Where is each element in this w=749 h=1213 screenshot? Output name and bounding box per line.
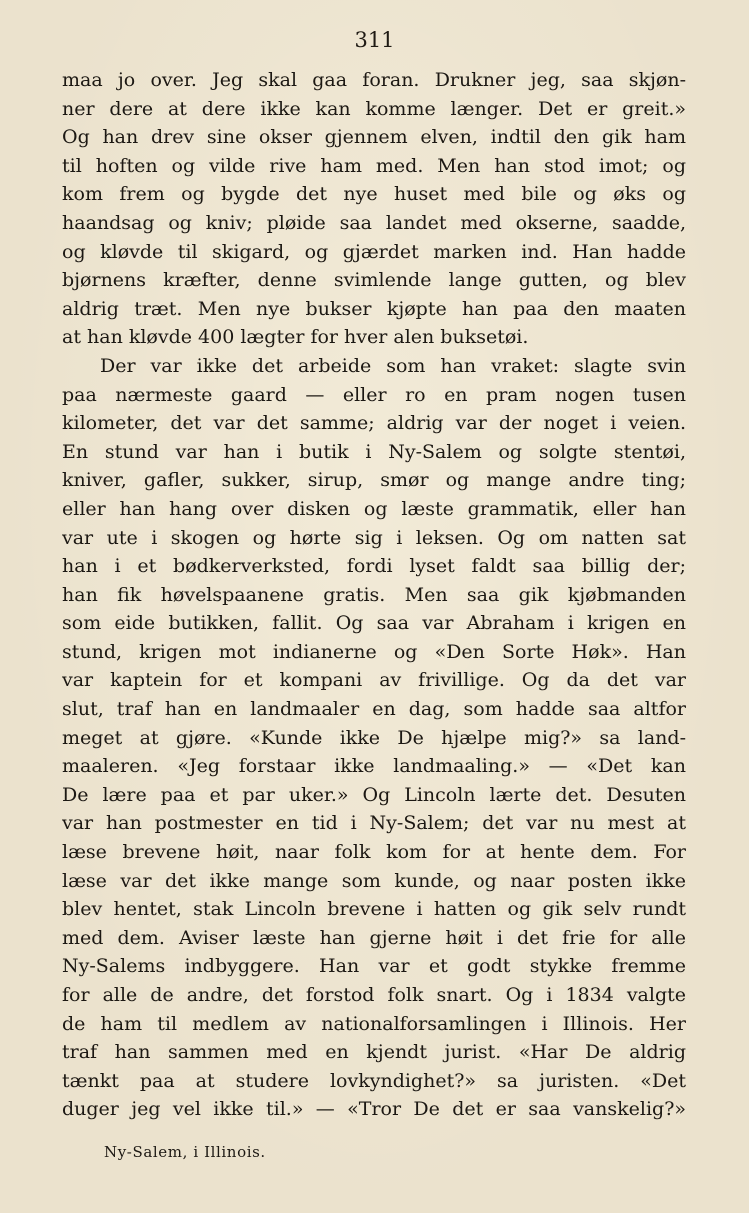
text-line: bjørnens kræfter, denne svimlende lange gutten, og blev (62, 269, 686, 292)
text-line: for alle de andre, det forstod folk snart. Og i 1834 valgte (62, 984, 686, 1006)
text-line: aldrig træt. Men nye bukser kjøpte han paa den maaten (62, 297, 686, 320)
text-line: slut, traf han en landmaaler en dag, som hadde saa altfor (62, 698, 686, 721)
text-line: til hoften og vilde rive ham med. Men han stod imot; og (62, 154, 686, 177)
body-text (62, 66, 686, 1124)
text-line: tænkt paa at studere lovkyndighet?» sa juristen. «Det (62, 1069, 686, 1092)
text-line: kilometer, det var det samme; aldrig var der noget i veien. (62, 412, 686, 435)
text-line: blev hentet, stak Lincoln brevene i hatten og gik selv rundt (62, 898, 686, 921)
text-line: han fik høvelspaanene gratis. Men saa gik kjøbmanden (62, 583, 686, 606)
text-line: kom frem og bygde det nye huset med bile og øks og (62, 183, 686, 206)
text-line: kniver, gafler, sukker, sirup, smør og mange andre ting; (62, 469, 686, 492)
text-line: Der var ikke det arbeide som han vraket: slagte svin (100, 354, 686, 377)
text-line: maaleren. «Jeg forstaar ikke landmaaling.» — «Det kan (62, 755, 686, 778)
text-line: med dem. Aviser læste han gjerne høit i det frie for alle (62, 926, 686, 949)
text-line: eller han hang over disken og læste grammatik, eller han (62, 497, 686, 520)
text-line: De lære paa et par uker.» Og Lincoln lærte det. Desuten (62, 783, 686, 806)
image-caption: Ny-Salem, i Illinois. (104, 1143, 266, 1161)
text-line: maa jo over. Jeg skal gaa foran. Drukner jeg, saa skjøn- (62, 69, 686, 91)
text-line: han i et bødkerverksted, fordi lyset faldt saa billig der; (62, 555, 686, 578)
text-line: at han kløvde 400 lægter for hver alen buksetøi. (62, 326, 529, 349)
text-line: Og han drev sine okser gjennem elven, indtil den gik ham (62, 126, 686, 149)
text-line: ner dere at dere ikke kan komme længer. Det er greit.» (62, 97, 686, 120)
text-line: læse brevene høit, naar folk kom for at hente dem. For (62, 841, 686, 864)
text-line: haandsag og kniv; pløide saa landet med okserne, saadde, (62, 211, 686, 234)
text-line: de ham til medlem av nationalforsamlingen i Illinois. Her (62, 1012, 686, 1035)
text-line: var han postmester en tid i Ny-Salem; det var nu mest at (62, 812, 686, 835)
text-line: stund, krigen mot indianerne og «Den Sorte Høk». Han (62, 640, 686, 663)
text-line: læse var det ikke mange som kunde, og naar posten ikke (62, 869, 686, 892)
text-line: var kaptein for et kompani av frivillige. Og da det var (62, 669, 686, 692)
text-line: En stund var han i butik i Ny-Salem og solgte stentøi, (62, 440, 686, 463)
page-number: 311 (354, 28, 395, 52)
text-line: paa nærmeste gaard — eller ro en pram nogen tusen (62, 383, 686, 406)
text-line: var ute i skogen og hørte sig i leksen. Og om natten sat (62, 526, 686, 549)
text-line: og kløvde til skigard, og gjærdet marken ind. Han hadde (62, 240, 686, 263)
text-line: meget at gjøre. «Kunde ikke De hjælpe mig?» sa land- (62, 726, 686, 749)
text-line: traf han sammen med en kjendt jurist. «Har De aldrig (62, 1041, 686, 1064)
text-line: duger jeg vel ikke til.» — «Tror De det er saa vanskelig?» (62, 1098, 686, 1121)
text-line: som eide butikken, fallit. Og saa var Abraham i krigen en (62, 612, 686, 635)
text-line: Ny-Salems indbyggere. Han var et godt stykke fremme (62, 955, 686, 978)
